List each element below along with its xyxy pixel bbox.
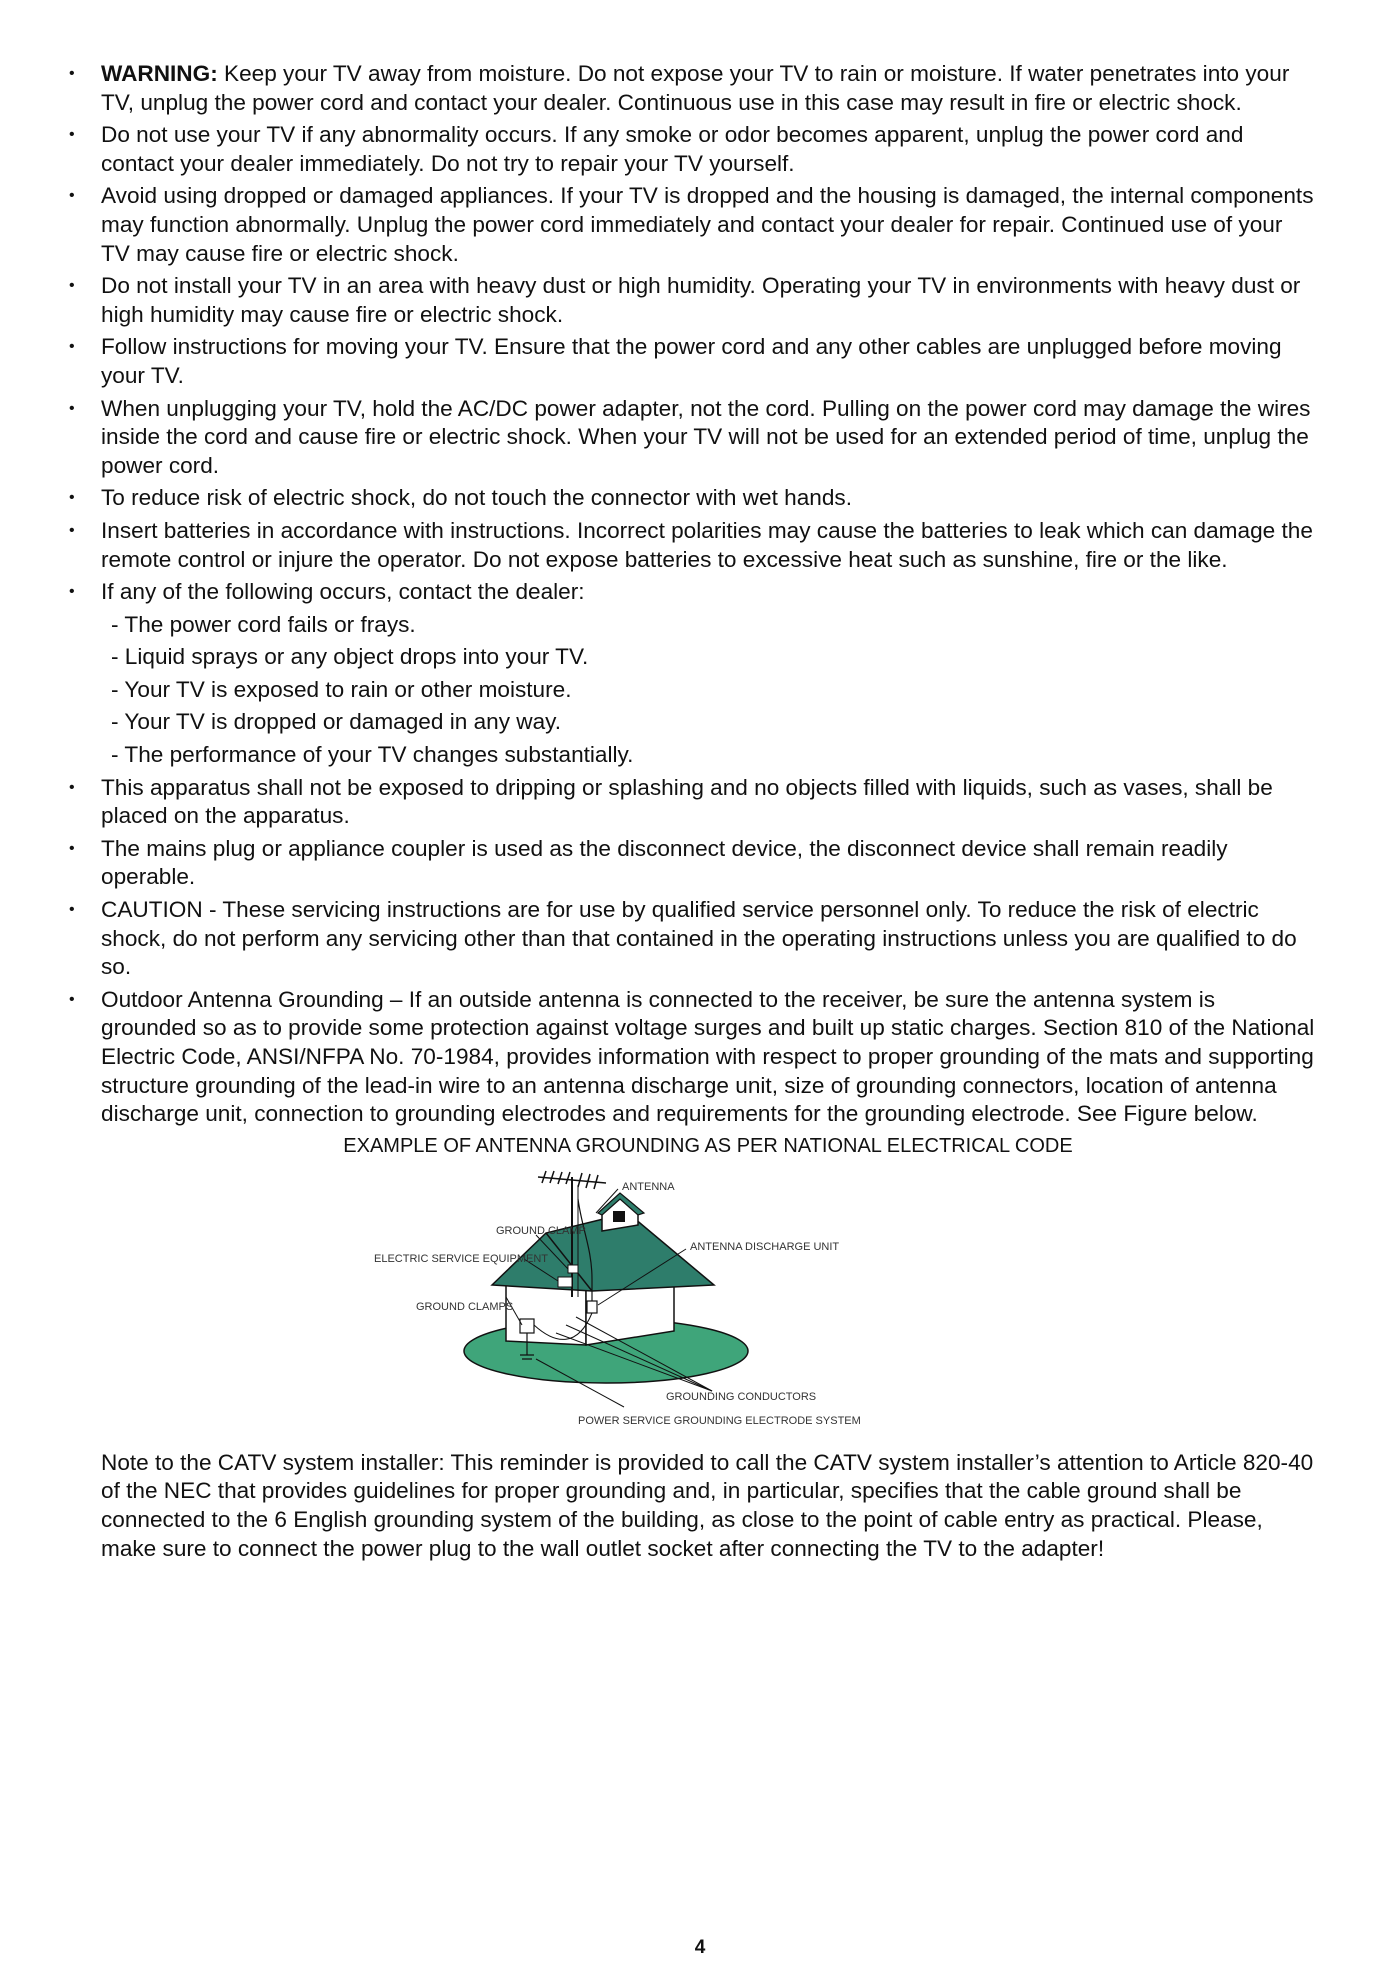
list-item-text: To reduce risk of electric shock, do not touch the connector with wet hands. bbox=[101, 485, 853, 511]
label-ground-clamp: GROUND CLAMP bbox=[496, 1224, 586, 1237]
label-power-service: POWER SERVICE GROUNDING ELECTRODE SYSTEM bbox=[578, 1414, 861, 1427]
ground-clamps-icon bbox=[520, 1319, 534, 1333]
list-item-text: If any of the following occurs, contact the dealer: bbox=[101, 579, 585, 605]
list-item bbox=[66, 60, 1316, 117]
list-item-text: Insert batteries in accordance with instructions. Incorrect polarities may cause the batteries to leak which can damage the remote control or injure the operator. Do not expose batteries to excessive heat such as sunshine, fire or the like. bbox=[101, 517, 1313, 572]
antenna-grounding-figure bbox=[374, 1169, 966, 1437]
dealer-conditions-list bbox=[101, 611, 1316, 770]
electric-service-equipment-icon bbox=[558, 1277, 572, 1287]
figure-caption: EXAMPLE OF ANTENNA GROUNDING AS PER NATIONAL ELECTRICAL CODE bbox=[343, 1134, 1073, 1157]
list-item-text: CAUTION - These servicing instructions are for use by qualified service personnel only. To reduce the risk of electric shock, do not perform any servicing other than that contained in the operating instructions unless you are qualified to do so. bbox=[101, 897, 1297, 980]
warning-lead: WARNING: bbox=[101, 61, 218, 86]
list-item-text: Follow instructions for moving your TV. Ensure that the power cord and any other cables are unplugged before moving your TV. bbox=[101, 334, 1282, 388]
antenna-discharge-unit-icon bbox=[587, 1301, 597, 1313]
list-item-text: When unplugging your TV, hold the AC/DC power adapter, not the cord. Pulling on the power cord may damage the wires inside the cord and cause fire or electric shock. When your TV will not be used for an extended period of time, unplug the power cord. bbox=[101, 395, 1311, 478]
list-item bbox=[66, 484, 1316, 513]
list-item bbox=[66, 986, 1316, 1129]
list-item-text: Do not use your TV if any abnormality occurs. If any smoke or odor becomes apparent, unplug the power cord and contact your dealer immediately. Do not try to repair your TV yourself. bbox=[101, 122, 1244, 176]
label-antenna: ANTENNA bbox=[622, 1180, 675, 1193]
list-item bbox=[66, 395, 1316, 481]
list-item bbox=[66, 333, 1316, 390]
list-item-text: Outdoor Antenna Grounding – If an outside antenna is connected to the receiver, be sure the antenna system is grounded so as to provide some protection against voltage surges and built up static charges. Section 810 of the National Electric Code, ANSI/NFPA No. 70-1984, provides information with respect to proper grounding of the mats and supporting structure grounding of the lead-in wire to an antenna discharge unit, size of grounding connectors, location of antenna discharge unit, connection to grounding electrodes and requirements for the grounding electrode. See Figure below. bbox=[101, 986, 1315, 1127]
dormer-window bbox=[613, 1211, 625, 1222]
sub-list-item: - The power cord fails or frays. bbox=[111, 611, 416, 637]
list-item bbox=[66, 121, 1316, 178]
list-item-text: Avoid using dropped or damaged appliances. If your TV is dropped and the housing is damaged, the internal components may function abnormally. Unplug the power cord immediately and contact your dealer for repair. Continued use of your TV may cause fire or electric shock. bbox=[101, 183, 1314, 266]
list-item-text: The mains plug or appliance coupler is used as the disconnect device, the disconnect device shall remain readily operable. bbox=[101, 835, 1228, 890]
list-item bbox=[66, 182, 1316, 268]
document-body bbox=[66, 60, 1316, 1563]
list-item bbox=[66, 578, 1316, 770]
list-item bbox=[66, 272, 1316, 329]
page-number: 4 bbox=[694, 1937, 706, 1958]
ground-clamp-icon bbox=[568, 1265, 578, 1273]
safety-list bbox=[66, 60, 1316, 1129]
label-electric-service-equipment: ELECTRIC SERVICE EQUIPMENT bbox=[374, 1252, 548, 1265]
label-grounding-conductors: GROUNDING CONDUCTORS bbox=[666, 1390, 817, 1403]
label-ground-clamps: GROUND CLAMPS bbox=[416, 1300, 514, 1313]
sub-list-item: - Your TV is exposed to rain or other moisture. bbox=[111, 676, 572, 702]
list-item bbox=[66, 896, 1316, 982]
label-antenna-discharge-unit: ANTENNA DISCHARGE UNIT bbox=[690, 1240, 840, 1253]
list-item-text: Do not install your TV in an area with heavy dust or high humidity. Operating your TV in environments with heavy dust or high humidity may cause fire or electric shock. bbox=[101, 273, 1301, 327]
list-item-text: This apparatus shall not be exposed to dripping or splashing and no objects filled with liquids, such as vases, shall be placed on the apparatus. bbox=[101, 774, 1273, 829]
sub-list-item: - Liquid sprays or any object drops into your TV. bbox=[111, 644, 589, 670]
list-item bbox=[66, 835, 1316, 892]
list-item-text: Keep your TV away from moisture. Do not expose your TV to rain or moisture. If water penetrates into your TV, unplug the power cord and contact your dealer. Continuous use in this case may result in fire or electric shock. bbox=[101, 61, 1290, 115]
sub-list-item: - The performance of your TV changes substantially. bbox=[111, 742, 634, 768]
list-item bbox=[66, 517, 1316, 574]
list-item bbox=[66, 774, 1316, 831]
catv-installer-note: Note to the CATV system installer: This reminder is provided to call the CATV system installer’s attention to Article 820-40 of the NEC that provides guidelines for proper grounding and, in particular, specifies that the cable ground shall be connected to the 6 English grounding system of the building, as close to the point of cable entry as practical. Please, make sure to connect the power plug to the wall outlet socket after connecting the TV to the adapter! bbox=[101, 1449, 1314, 1561]
sub-list-item: - Your TV is dropped or damaged in any way. bbox=[111, 709, 562, 735]
